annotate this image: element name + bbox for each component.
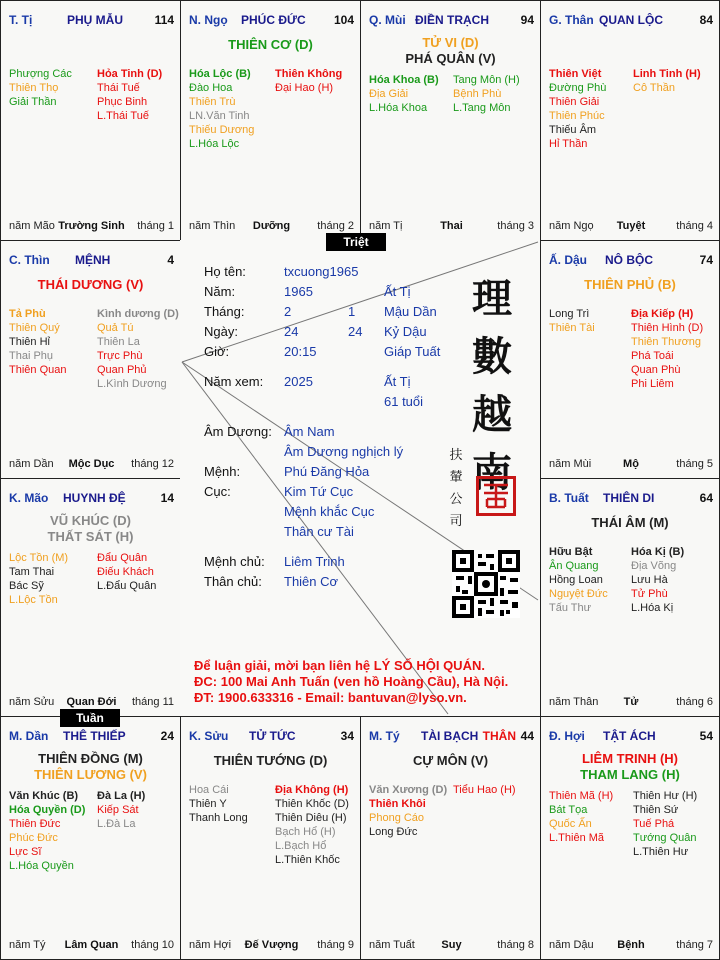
palace-year: năm Ngọ	[549, 220, 594, 232]
minor-star: L.Thiên Mã	[549, 832, 605, 844]
palace-hoi[interactable]	[540, 716, 720, 960]
main-star: THIÊN PHỦ (B)	[584, 277, 676, 292]
main-star: THÁI ÂM (M)	[591, 515, 669, 530]
minor-star: L.Đà La	[97, 818, 136, 830]
minor-star: L.Lộc Tồn	[9, 594, 58, 606]
minor-stars-left	[189, 67, 254, 151]
minor-star: Thiên Diêu (H)	[275, 812, 347, 824]
palace-stem-branch: B. Tuất	[549, 491, 589, 505]
view-year-label: Năm xem:	[204, 374, 264, 389]
minor-star: Địa Võng	[631, 560, 677, 572]
calligraphy-char: 數	[472, 333, 512, 380]
view-year-value: 2025	[284, 374, 313, 389]
palace-footer	[9, 458, 174, 472]
minor-star: Trực Phù	[97, 350, 143, 362]
palace-footer	[549, 696, 713, 710]
minor-star: L.Hóa Khoa	[369, 102, 428, 114]
palace-mui[interactable]	[360, 0, 541, 241]
palace-phase: Quan Đới	[66, 696, 117, 708]
minor-star: Hóa Kị (B)	[631, 546, 685, 558]
minor-star: Hồng Loan	[549, 574, 603, 586]
minor-star: L.Thiên Hư	[633, 846, 689, 858]
palace-stem-branch: Ấ. Dậu	[549, 253, 588, 267]
minor-star: Địa Giải	[369, 88, 409, 100]
main-star: PHÁ QUÂN (V)	[405, 51, 496, 66]
minor-stars-left	[369, 783, 447, 839]
palace-phase: Tuyệt	[616, 220, 646, 232]
amduong-label: Âm Dương:	[204, 424, 272, 439]
palace-tuat[interactable]	[540, 478, 720, 717]
minor-star: Văn Xương (D)	[369, 784, 448, 796]
palace-mao[interactable]	[0, 478, 181, 717]
palace-month: tháng 4	[676, 220, 713, 232]
seal-small-char: 輦	[449, 470, 463, 485]
menhchu-label: Mệnh chủ:	[204, 554, 265, 569]
palace-name: TẬT ÁCH	[603, 729, 656, 743]
palace-phase: Mộc Dục	[68, 458, 115, 470]
minor-star: Tang Môn (H)	[453, 74, 520, 86]
minor-stars-right	[275, 67, 342, 95]
palace-month: tháng 12	[131, 458, 174, 470]
hour-label: Giờ:	[204, 344, 230, 359]
main-star: THIÊN LƯƠNG (V)	[34, 767, 147, 782]
palace-year: năm Dần	[9, 458, 54, 470]
cuc-value: Kim Tứ Cục	[284, 484, 354, 499]
minor-star: Tiểu Hao (H)	[453, 784, 516, 796]
palace-name: THÊ THIẾP	[63, 729, 126, 743]
tuan-marker: Tuần	[60, 709, 120, 727]
hour-can: Giáp Tuất	[384, 344, 441, 359]
main-star: THẤT SÁT (H)	[47, 529, 134, 544]
palace-header	[541, 729, 719, 745]
minor-star: L.Hóa Lộc	[189, 138, 240, 150]
minor-star: Hỉ Thần	[549, 138, 588, 150]
red-seal-stamp	[476, 476, 516, 516]
month-label: Tháng:	[204, 304, 245, 319]
main-star: THAM LANG (H)	[580, 767, 680, 782]
minor-star: Thiên Giải	[549, 96, 600, 108]
minor-star: Hữu Bật	[549, 546, 593, 558]
main-star: CỰ MÔN (V)	[412, 753, 489, 768]
palace-month: tháng 10	[131, 939, 174, 951]
minor-star: Bát Tọa	[549, 804, 588, 816]
palace-year: năm Tý	[9, 939, 46, 951]
amduong-value: Âm Nam	[284, 424, 335, 439]
palace-phase: Thai	[440, 220, 463, 232]
palace-stem-branch: M. Dần	[9, 729, 49, 743]
minor-star: Phong Cáo	[369, 812, 425, 824]
minor-star: Văn Khúc (B)	[9, 790, 79, 802]
minor-star: Tướng Quân	[633, 832, 697, 844]
palace-footer	[189, 220, 354, 234]
palace-header	[541, 13, 719, 29]
age-value: 61 tuổi	[384, 394, 424, 409]
palace-ty[interactable]	[360, 716, 541, 960]
minor-star: Thiên Hỉ	[9, 336, 50, 348]
palace-footer	[9, 939, 174, 953]
palace-name: PHÚC ĐỨC	[241, 13, 306, 27]
minor-star: Thai Phụ	[9, 350, 54, 362]
minor-stars-right	[631, 307, 703, 391]
palace-age-number: 64	[699, 491, 713, 505]
palace-header	[181, 729, 360, 745]
palace-month: tháng 3	[497, 220, 534, 232]
minor-star: Thiên Phúc	[549, 110, 605, 122]
palace-stem-branch: T. Tị	[9, 13, 33, 27]
minor-star: Thiên Đức	[9, 818, 61, 830]
palace-header	[541, 253, 719, 269]
minor-star: Thiên Trù	[189, 96, 236, 108]
day-solar: 24	[284, 324, 299, 339]
minor-star: Cô Thần	[633, 82, 675, 94]
cuc-label: Cục:	[204, 484, 231, 499]
palace-month: tháng 6	[676, 696, 713, 708]
palace-phase: Suy	[441, 939, 462, 951]
minor-star: Lộc Tồn (M)	[9, 552, 69, 564]
minor-star: Thái Tuế	[97, 82, 140, 94]
calligraphy-logo	[468, 270, 516, 502]
palace-stem-branch: G. Thân	[549, 13, 594, 27]
minor-star: L.Tang Môn	[453, 102, 511, 114]
minor-star: L.Thái Tuế	[97, 110, 149, 122]
hour-value: 20:15	[284, 344, 317, 359]
minor-star: Thiên Việt	[549, 68, 602, 80]
palace-phase: Tử	[623, 696, 639, 708]
main-star: LIÊM TRINH (H)	[581, 751, 679, 766]
minor-star: Thiên Khôi	[369, 798, 426, 810]
minor-star: Bạch Hổ (H)	[275, 826, 336, 838]
calligraphy-char: 越	[472, 391, 512, 438]
minor-star: Thiên Thương	[631, 336, 702, 348]
body-palace-marker: THÂN	[482, 729, 516, 743]
minor-star: Thiên Hư (H)	[633, 790, 698, 802]
minor-star: Bệnh Phù	[453, 88, 502, 100]
palace-stem-branch: K. Sửu	[189, 729, 229, 743]
minor-star: Thiếu Dương	[189, 124, 255, 136]
minor-stars-left	[9, 789, 85, 873]
palace-header	[1, 491, 180, 507]
palace-year: năm Thìn	[189, 220, 236, 232]
palace-phase: Lâm Quan	[64, 939, 119, 951]
minor-star: Phá Toái	[631, 350, 674, 362]
minor-star: Long Đức	[369, 826, 418, 838]
minor-star: Phục Binh	[97, 96, 148, 108]
minor-star: Thanh Long	[189, 812, 248, 824]
palace-month: tháng 8	[497, 939, 534, 951]
palace-month: tháng 1	[137, 220, 174, 232]
minor-star: Hóa Quyền (D)	[9, 804, 86, 816]
minor-star: Linh Tinh (H)	[633, 68, 701, 80]
minor-star: Phượng Các	[9, 68, 72, 80]
palace-year: năm Thân	[549, 696, 599, 708]
minor-star: Tả Phù	[9, 308, 46, 320]
minor-stars-left	[549, 307, 595, 335]
main-star: TỬ VI (D)	[422, 35, 479, 50]
name-label: Họ tên:	[204, 264, 246, 279]
minor-star: L.Đẩu Quân	[97, 580, 157, 592]
palace-phase: Bệnh	[617, 939, 645, 951]
menh-label: Mệnh:	[204, 464, 241, 479]
palace-stem-branch: N. Ngọ	[189, 13, 228, 27]
palace-name: NÔ BỘC	[605, 253, 653, 267]
minor-stars-left	[189, 783, 248, 825]
palace-footer	[9, 696, 174, 710]
minor-star: Quả Tú	[97, 322, 134, 334]
month-lunar: 1	[348, 304, 356, 319]
name-value: txcuong1965	[284, 264, 359, 279]
palace-footer	[369, 220, 534, 234]
minor-stars-right	[633, 789, 697, 859]
palace-header	[361, 729, 540, 745]
month-can: Mậu Dần	[384, 304, 437, 319]
minor-star: Bác Sỹ	[9, 580, 44, 592]
minor-star: Nguyệt Đức	[549, 588, 608, 600]
minor-star: Thiên Mã (H)	[549, 790, 614, 802]
palace-month: tháng 5	[676, 458, 713, 470]
minor-star: Ân Quang	[549, 560, 599, 572]
minor-star: Phi Liêm	[631, 378, 674, 390]
palace-name: TÀI BẠCH	[421, 729, 479, 743]
minor-star: Tuế Phá	[633, 818, 675, 830]
palace-age-number: 14	[160, 491, 174, 505]
minor-star: Đẩu Quân	[97, 552, 148, 564]
minor-star: Hoa Cái	[189, 784, 229, 796]
minor-star: Hóa Lộc (B)	[189, 68, 251, 80]
palace-name: HUYNH ĐỆ	[63, 491, 126, 505]
minor-stars-left	[549, 545, 608, 615]
palace-footer	[369, 939, 534, 953]
minor-star: L.Thiên Khốc	[275, 854, 340, 866]
palace-age-number: 44	[520, 729, 534, 743]
palace-age-number: 74	[699, 253, 713, 267]
minor-star: Thiên Y	[189, 798, 227, 810]
minor-star: Hóa Khoa (B)	[369, 74, 439, 86]
palace-thin[interactable]	[0, 240, 181, 479]
minor-stars-left	[549, 789, 613, 845]
minor-stars-right	[453, 73, 520, 115]
palace-footer	[549, 220, 713, 234]
minor-star: Đại Hao (H)	[275, 82, 334, 94]
palace-year: năm Tuất	[369, 939, 415, 951]
minor-star: L.Bạch Hổ	[275, 840, 327, 852]
main-star: THIÊN TƯỚNG (D)	[213, 753, 328, 768]
contact-line-2: ĐC: 100 Mai Anh Tuấn (ven hồ Hoàng Cầu), Hà Nội.	[194, 674, 509, 689]
year-label: Năm:	[204, 284, 236, 299]
main-star: THÁI DƯƠNG (V)	[37, 277, 144, 292]
palace-year: năm Tị	[369, 220, 403, 232]
thanchu-label: Thân chủ:	[204, 574, 262, 589]
minor-stars-right	[633, 67, 701, 95]
palace-age-number: 114	[154, 13, 174, 27]
palace-header	[1, 253, 180, 269]
minor-stars-right	[97, 67, 162, 123]
seal-small-char: 司	[449, 514, 463, 529]
minor-star: Lưu Hà	[631, 574, 668, 586]
minor-star: Tam Thai	[9, 566, 55, 578]
cuc-note-2: Thân cư Tài	[284, 524, 354, 539]
minor-stars-right	[631, 545, 684, 615]
palace-phase: Đế Vượng	[244, 939, 299, 951]
minor-stars-left	[9, 307, 66, 377]
palace-phase: Dưỡng	[252, 220, 291, 232]
contact-line-3: ĐT: 1900.633316 - Email: bantuvan@lyso.vn.	[194, 690, 467, 705]
minor-stars-right	[453, 783, 516, 797]
minor-star: Thiên Không	[275, 68, 343, 80]
minor-star: Kiếp Sát	[97, 804, 139, 816]
palace-phase: Trường Sinh	[58, 220, 125, 232]
palace-name: QUAN LỘC	[599, 13, 663, 27]
palace-age-number: 34	[340, 729, 354, 743]
palace-stem-branch: Q. Mùi	[369, 13, 406, 27]
minor-star: Thiếu Âm	[549, 124, 597, 136]
palace-ngo[interactable]	[180, 0, 361, 241]
main-star: THIÊN CƠ (D)	[228, 37, 313, 52]
triet-marker: Triệt	[326, 233, 386, 251]
minor-star: Thiên Tài	[549, 322, 595, 334]
contact-line-1: Để luận giải, mời bạn liên hệ LÝ SỐ HỘI QUÁN.	[194, 658, 485, 673]
palace-month: tháng 9	[317, 939, 354, 951]
palace-age-number: 4	[167, 253, 174, 267]
minor-stars-right	[275, 783, 349, 867]
palace-month: tháng 7	[676, 939, 713, 951]
palace-age-number: 104	[333, 13, 354, 27]
palace-header	[541, 491, 719, 507]
palace-year: năm Mão	[9, 220, 55, 232]
minor-star: Thiên La	[97, 336, 140, 348]
minor-star: Kình dương (D)	[97, 308, 179, 320]
palace-header	[181, 13, 360, 29]
palace-age-number: 54	[699, 729, 713, 743]
view-year-can: Ất Tị	[384, 374, 411, 389]
thanchu-value: Thiên Cơ	[284, 574, 339, 589]
cuc-note-1: Mệnh khắc Cục	[284, 504, 375, 519]
menhchu-value: Liêm Trinh	[284, 554, 345, 569]
palace-name: TỬ TỨC	[249, 729, 296, 743]
minor-star: Đà La (H)	[97, 790, 146, 802]
amduong-note: Âm Dương nghịch lý	[284, 444, 404, 459]
minor-star: Thiên Hình (D)	[631, 322, 704, 334]
minor-star: Quốc Ấn	[549, 818, 592, 830]
seal-small-char: 公	[449, 492, 463, 507]
palace-header	[1, 729, 180, 745]
calligraphy-char: 理	[472, 275, 512, 322]
palace-footer	[9, 220, 174, 234]
palace-age-number: 24	[160, 729, 174, 743]
minor-star: L.Kình Dương	[97, 378, 167, 390]
minor-stars-right	[97, 307, 179, 391]
seal-small-char: 扶	[449, 448, 463, 463]
palace-year: năm Sửu	[9, 696, 55, 708]
minor-star: Tử Phù	[631, 588, 668, 600]
minor-stars-right	[97, 551, 156, 593]
minor-star: Thiên Thọ	[9, 82, 59, 94]
palace-than[interactable]	[540, 0, 720, 241]
palace-ti[interactable]	[0, 0, 181, 241]
palace-stem-branch: K. Mão	[9, 491, 49, 505]
palace-dan[interactable]	[0, 716, 181, 960]
minor-stars-left	[9, 551, 68, 607]
minor-stars-left	[549, 67, 606, 151]
palace-name: PHỤ MẪU	[67, 13, 123, 27]
minor-star: Tấu Thư	[549, 602, 592, 614]
minor-star: Thiên Quý	[9, 322, 60, 334]
palace-year: năm Mùi	[549, 458, 592, 470]
minor-star: Địa Kiếp (H)	[631, 308, 694, 320]
palace-age-number: 94	[520, 13, 534, 27]
menh-value: Phú Đăng Hỏa	[284, 464, 370, 479]
palace-header	[361, 13, 540, 29]
minor-star: L.Hóa Quyền	[9, 860, 74, 872]
palace-year: năm Hợi	[189, 939, 232, 951]
minor-star: Long Trì	[549, 308, 590, 320]
minor-star: Quan Phủ	[97, 364, 147, 376]
palace-name: THIÊN DI	[603, 491, 655, 505]
center-panel	[180, 240, 540, 716]
palace-age-number: 84	[699, 13, 713, 27]
minor-star: Phúc Đức	[9, 832, 58, 844]
palace-footer	[549, 939, 713, 953]
palace-phase: Mộ	[623, 458, 639, 470]
month-solar: 2	[284, 304, 292, 319]
calligraphy-char: 南	[472, 449, 512, 496]
palace-name: MỆNH	[75, 253, 111, 267]
palace-stem-branch: M. Tý	[369, 729, 400, 743]
palace-dau[interactable]	[540, 240, 720, 479]
day-can: Kỷ Dậu	[384, 324, 427, 339]
palace-suu[interactable]	[180, 716, 361, 960]
minor-stars-left	[9, 67, 72, 109]
minor-star: Địa Không (H)	[275, 784, 349, 796]
minor-star: Đào Hoa	[189, 82, 233, 94]
minor-star: LN.Văn Tinh	[189, 110, 250, 122]
palace-name: ĐIỀN TRẠCH	[415, 13, 489, 27]
year-value: 1965	[284, 284, 313, 299]
palace-stem-branch: Đ. Hợi	[549, 729, 585, 743]
palace-footer	[189, 939, 354, 953]
minor-star: Điếu Khách	[97, 566, 154, 578]
minor-star: L.Hóa Kị	[631, 602, 674, 614]
palace-month: tháng 11	[131, 696, 174, 708]
palace-year: năm Dậu	[549, 939, 594, 951]
year-can: Ất Tị	[384, 284, 411, 299]
palace-month: tháng 2	[317, 220, 354, 232]
main-star: THIÊN ĐỒNG (M)	[38, 751, 143, 766]
main-star: VŨ KHÚC (D)	[50, 513, 131, 528]
minor-star: Lực Sĩ	[9, 846, 42, 858]
seal-small-text	[448, 445, 464, 533]
minor-stars-left	[369, 73, 439, 115]
minor-star: Thiên Sứ	[633, 804, 679, 816]
minor-stars-right	[97, 789, 145, 831]
day-lunar: 24	[348, 324, 363, 339]
palace-header	[1, 13, 180, 29]
minor-star: Quan Phù	[631, 364, 681, 376]
minor-star: Hỏa Tinh (D)	[97, 68, 163, 80]
palace-footer	[549, 458, 713, 472]
day-label: Ngày:	[204, 324, 238, 339]
qr-code-icon[interactable]	[452, 550, 520, 618]
minor-star: Giải Thần	[9, 96, 57, 108]
palace-stem-branch: C. Thìn	[9, 253, 50, 267]
minor-star: Thiên Quan	[9, 364, 67, 376]
minor-star: Thiên Khốc (D)	[275, 798, 349, 810]
minor-star: Đường Phù	[549, 82, 607, 94]
